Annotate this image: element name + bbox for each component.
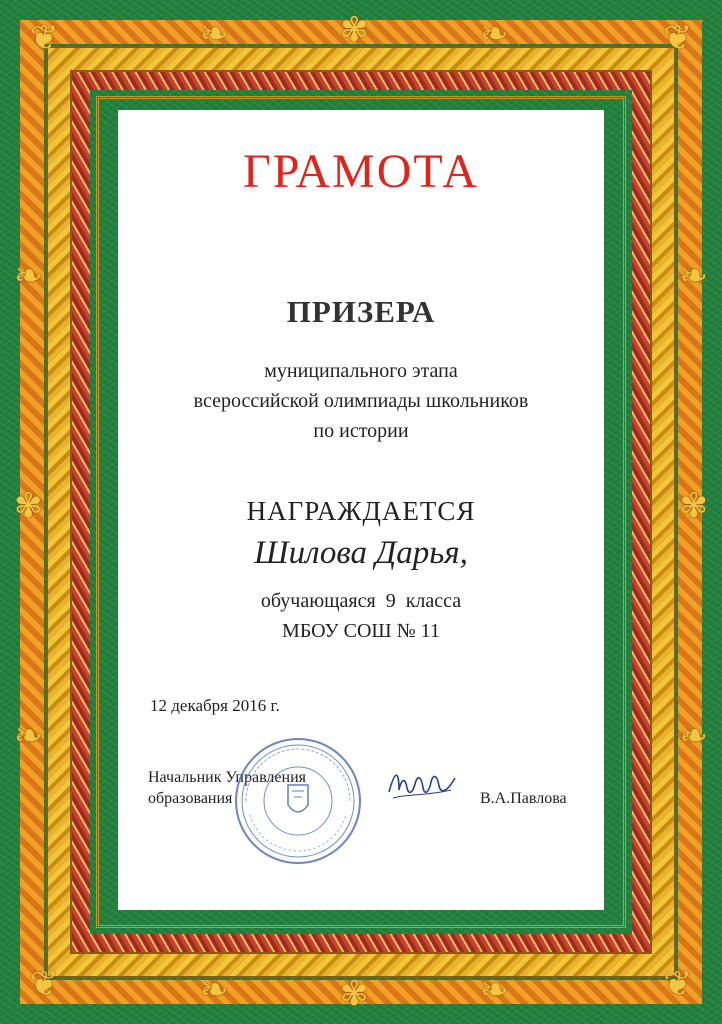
signatory-name: В.А.Павлова	[480, 790, 567, 807]
border-flourish-icon: ❧	[679, 718, 708, 755]
signatory-title-line-2: образования	[148, 790, 233, 807]
border-flourish-icon: ✾	[340, 976, 369, 1013]
border-flourish-icon: ❧	[200, 16, 229, 53]
corner-flourish-icon: ❦	[663, 966, 692, 1003]
border-flourish-icon: ❧	[14, 258, 43, 295]
border-flourish-icon: ❧	[200, 972, 229, 1009]
border-flourish-icon: ✾	[340, 12, 369, 49]
handwritten-signature-icon	[385, 762, 459, 806]
border-flourish-icon: ❧	[480, 16, 509, 53]
grade-line: обучающаяся 9 класса	[260, 590, 462, 612]
border-flourish-icon: ✾	[14, 488, 43, 525]
certificate-title: ГРАМОТА	[243, 145, 479, 198]
issue-date: 12 декабря 2016 г.	[150, 696, 280, 715]
border-flourish-icon: ❧	[14, 718, 43, 755]
event-line-2: всероссийской олимпиады школьников	[193, 390, 529, 412]
border-flourish-icon: ❧	[480, 972, 509, 1009]
border-flourish-icon: ✾	[679, 488, 708, 525]
corner-flourish-icon: ❦	[30, 20, 59, 57]
event-line-3: по истории	[313, 420, 409, 442]
border-flourish-icon: ❧	[679, 258, 708, 295]
official-seal-icon	[232, 735, 364, 867]
corner-flourish-icon: ❦	[30, 966, 59, 1003]
signatory-title-line-1: Начальник Управления	[148, 769, 306, 786]
corner-flourish-icon: ❦	[663, 20, 692, 57]
event-line-1: муниципального этапа	[264, 360, 458, 382]
school-line: МБОУ СОШ № 11	[282, 620, 440, 642]
recipient-name: Шилова Дарья,	[254, 535, 468, 571]
awarded-heading: НАГРАЖДАЕТСЯ	[246, 496, 476, 526]
certificate-subtitle: ПРИЗЕРА	[286, 294, 436, 329]
